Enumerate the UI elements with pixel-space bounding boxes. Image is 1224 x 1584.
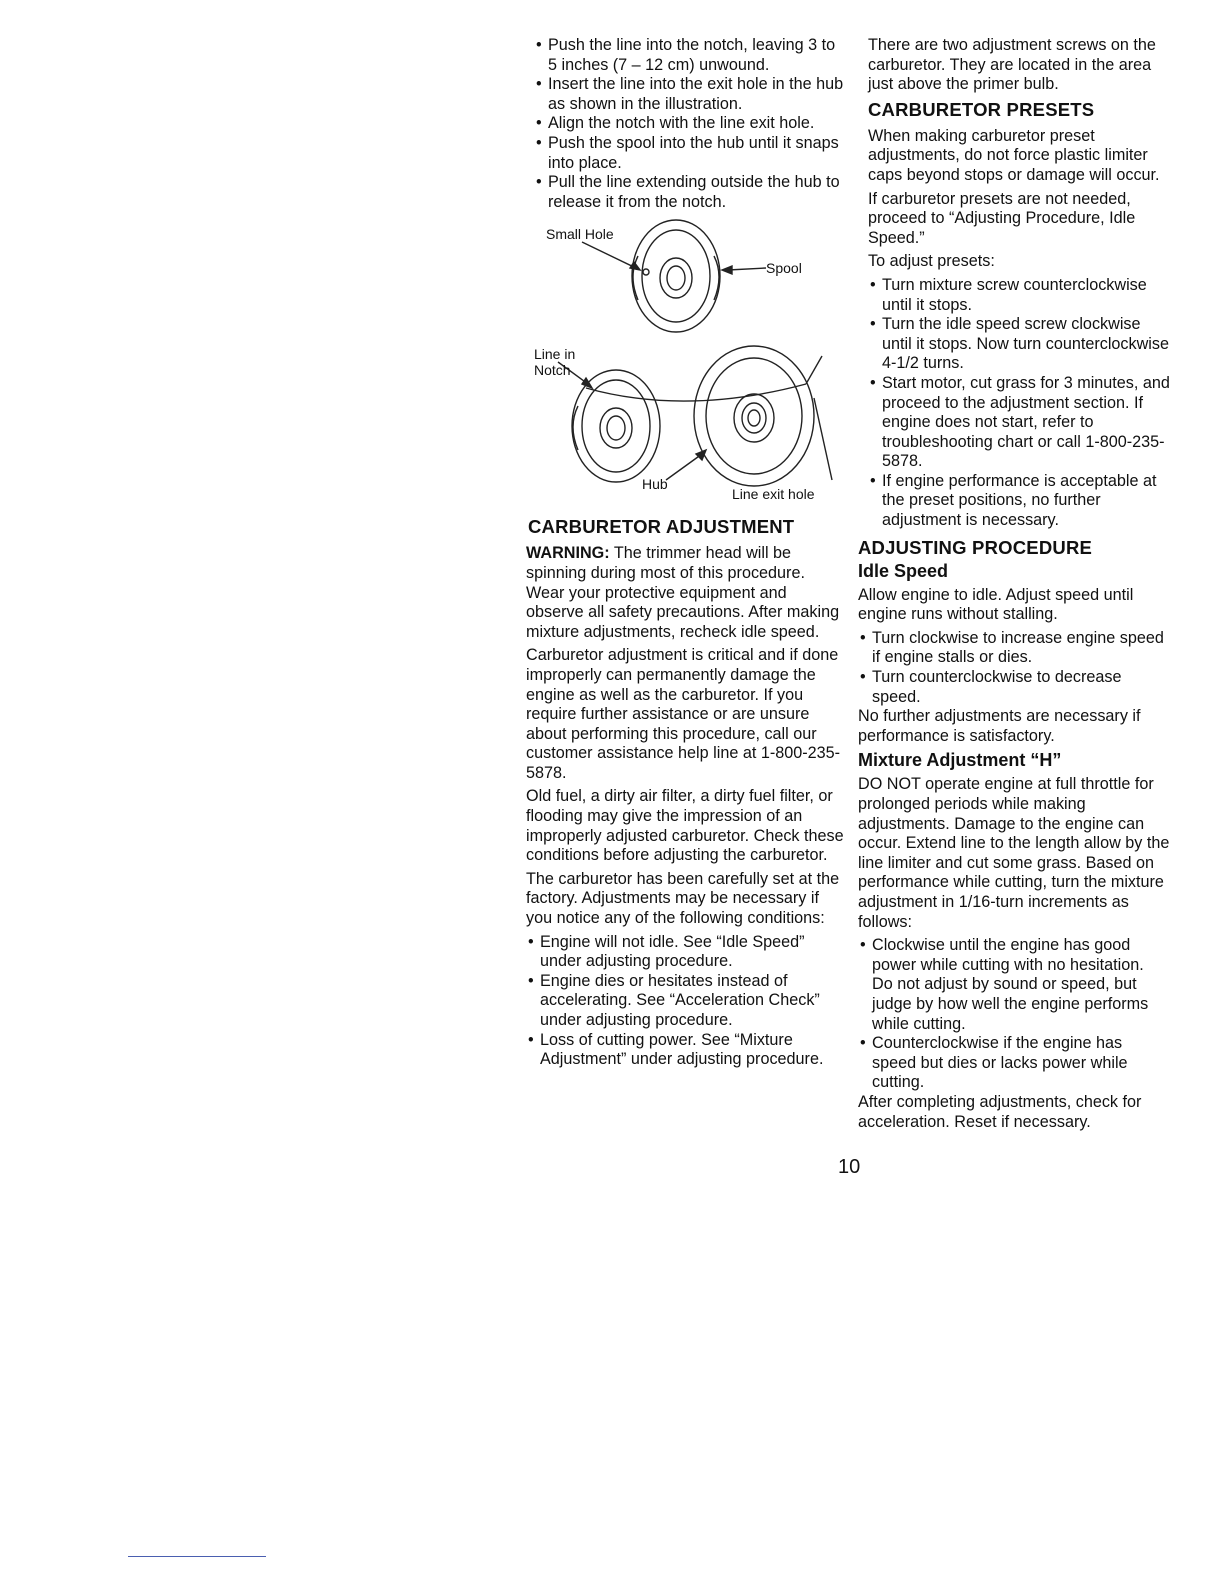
right-column	[848, 36, 1170, 1136]
carburetor-adjustment-body	[516, 544, 846, 1069]
paragraph: To adjust presets:	[868, 252, 995, 271]
line-in-notch-label: Line in Notch	[534, 346, 576, 379]
list-item: • Push the line into the notch, leaving 3 to 5 inches (7 – 12 cm) unwound.	[516, 36, 846, 75]
list-item: • Push the spool into the hub until it snaps into place.	[516, 134, 846, 173]
warning-text: The trimmer head will be spinning during most of this procedure. Wear your protective equipment and observe all safety precautions. After making mixture adjustments, recheck idle speed.	[526, 544, 840, 641]
idle-speed-heading: Idle Speed	[858, 560, 949, 581]
paragraph: The carburetor has been carefully set at the factory. Adjustments may be necessary if you notice any of the following conditions:	[526, 869, 840, 928]
carburetor-presets-heading: CARBURETOR PRESETS	[868, 98, 1095, 120]
list-item: • Start motor, cut grass for 3 minutes, and proceed to the adjustment section. If engine does not start, refer to troubleshooting chart or call 1-800-235-5878.	[868, 374, 1170, 472]
list-item: • If engine performance is acceptable at the preset positions, no further adjustment is necessary.	[868, 472, 1170, 531]
list-item: • Loss of cutting power. See “Mixture Adjustment” under adjusting procedure.	[526, 1031, 846, 1070]
list-item: • Engine dies or hesitates instead of accelerating. See “Acceleration Check” under adjusting procedure.	[526, 972, 846, 1031]
spool-label: Spool	[766, 260, 802, 277]
paragraph: DO NOT operate engine at full throttle for prolonged periods while making adjustments. Damage to the engine can occur. Extend line to the length allow by the line limiter and cut some grass. Based on performance while cutting, turn the mixture adjustment in 1/16-turn increments as follows:	[858, 775, 1170, 931]
page-number: 10	[838, 1156, 861, 1178]
list-item-text: Clockwise until the engine has good power while cutting with no hesitation.	[872, 936, 1144, 974]
line-exit-hole-label: Line exit hole	[732, 486, 815, 503]
paragraph: Carburetor adjustment is critical and if done improperly can permanently damage the engine as well as the carburetor. If you require further assistance or are unsure about performing this procedure, call our customer assistance help line at 1-800-235-5878.	[526, 646, 841, 782]
warning-paragraph	[526, 544, 846, 642]
idle-speed-list	[858, 629, 1170, 707]
carburetor-adjustment-heading: CARBURETOR ADJUSTMENT	[528, 516, 795, 538]
list-item	[858, 936, 1170, 1034]
list-item: • Turn mixture screw counterclockwise until it stops.	[868, 276, 1170, 315]
mixture-adjustment-heading: Mixture Adjustment “H”	[858, 750, 1062, 771]
adjusting-procedure-section	[848, 537, 1170, 1132]
warning-label: WARNING:	[526, 544, 610, 563]
paragraph: When making carburetor preset adjustments, do not force plastic limiter caps beyond stops or damage will occur.	[868, 126, 1160, 184]
mixture-list	[858, 936, 1170, 1093]
hub-label: Hub	[642, 476, 668, 493]
left-column	[516, 36, 846, 1070]
paragraph: Old fuel, a dirty air filter, a dirty fuel filter, or flooding may give the impression of an improperly adjusted carburetor. Check these conditions before adjusting the carburetor.	[526, 787, 844, 865]
list-item: • Turn clockwise to increase engine speed if engine stalls or dies.	[858, 629, 1170, 668]
list-item: • Counterclockwise if the engine has speed but dies or lacks power while cutting.	[858, 1034, 1170, 1093]
decorative-rule	[128, 1556, 266, 1557]
list-item: • Align the notch with the line exit hole.	[516, 114, 846, 134]
conditions-list	[526, 933, 846, 1070]
right-top-section	[848, 36, 1170, 531]
paragraph: No further adjustments are necessary if performance is satisfactory.	[858, 707, 1141, 745]
list-item-note: Do not adjust by sound or speed, but judge by how well the engine performs while cutting.	[872, 975, 1149, 1033]
adjusting-procedure-heading: ADJUSTING PROCEDURE	[858, 536, 1093, 558]
spool-hub-illustration	[516, 216, 836, 506]
small-hole-label: Small Hole	[546, 226, 614, 243]
list-item: • Turn counterclockwise to decrease speed.	[858, 668, 1170, 707]
paragraph: There are two adjustment screws on the carburetor. They are located in the area just above the primer bulb.	[868, 36, 1156, 94]
list-item: • Turn the idle speed screw clockwise until it stops. Now turn counterclockwise 4-1/2 turns.	[868, 315, 1170, 374]
list-item: • Pull the line extending outside the hub to release it from the notch.	[516, 173, 846, 212]
spool-instructions-list	[516, 36, 846, 212]
closing-paragraph: After completing adjustments, check for acceleration. Reset if necessary.	[858, 1092, 1142, 1131]
list-item: • Engine will not idle. See “Idle Speed” under adjusting procedure.	[526, 933, 846, 972]
presets-list	[868, 276, 1170, 531]
list-item: • Insert the line into the exit hole in the hub as shown in the illustration.	[516, 75, 846, 114]
paragraph: Allow engine to idle. Adjust speed until engine runs without stalling.	[858, 585, 1134, 624]
paragraph: If carburetor presets are not needed, proceed to “Adjusting Procedure, Idle Speed.”	[868, 189, 1136, 247]
